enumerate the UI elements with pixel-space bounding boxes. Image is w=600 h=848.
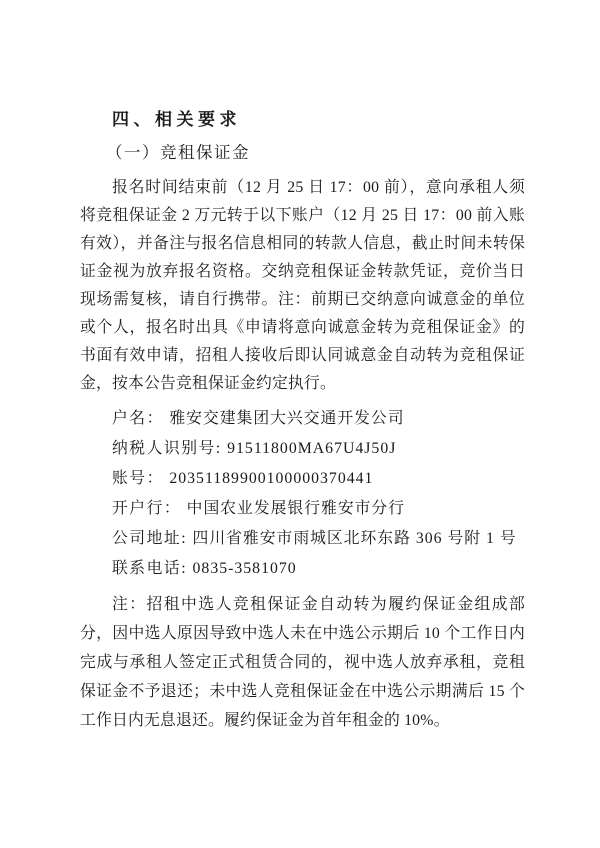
account-name-value: 雅安交建集团大兴交通开发公司 <box>169 410 405 427</box>
bank-branch-row <box>80 494 525 524</box>
note-paragraph: 注：招租中选人竞租保证金自动转为履约保证金组成部分，因中选人原因导致中选人未在中选公示期后 10 个工作日内完成与承租人签定正式租赁合同的，视中选人放弃承租，竞租保证金不予退还；未中选人竞租保证金在中选公示期满后 15 个工作日内无息退还。履约保证金为首年租金的 10%。 <box>80 596 525 729</box>
deposit-instructions-paragraph: 报名时间结束前（12 月 25 日 17：00 前），意向承租人须将竞租保证金 2 万元转于以下账户（12 月 25 日 17：00 前入账有效），并备注与报名信息相同的转款人信息，截止时间未转保证金视为放弃报名资格。交纳竞租保证金转款凭证，竞价当日现场需复核，请自行携带。注：前期已交纳意向诚意金的单位或个人，报名时出具《申请将意向诚意金转为竞租保证金》的书面有效申请，招租人接收后即认同诚意金自动转为竞租保证金，按本公告竞租保证金约定执行。 <box>80 179 525 392</box>
account-name-label: 户名： <box>112 410 170 427</box>
bank-branch-label: 开户行： <box>112 500 187 517</box>
contact-phone-row <box>80 554 525 584</box>
bank-branch-value: 中国农业发展银行雅安市分行 <box>186 500 406 517</box>
contact-phone-label: 联系电话: <box>112 560 193 577</box>
account-number-row <box>80 464 525 494</box>
account-number-label: 账号： <box>112 470 170 487</box>
taxpayer-id-label: 纳税人识别号: <box>112 440 228 457</box>
account-name-row <box>80 404 525 434</box>
company-address-row <box>80 524 525 554</box>
section-heading: 四、相关要求 <box>112 110 241 129</box>
subsection-heading: （一）竞租保证金 <box>106 143 250 162</box>
taxpayer-id-row <box>80 434 525 464</box>
bank-account-details <box>80 404 525 584</box>
company-address-label: 公司地址: <box>112 530 193 547</box>
contact-phone-value: 0835-3581070 <box>192 560 297 577</box>
company-address-value: 四川省雅安市雨城区北环东路 306 号附 1 号 <box>192 530 517 547</box>
account-number-value: 20351189900100000370441 <box>169 470 374 487</box>
taxpayer-id-value: 91511800MA67U4J50J <box>227 440 397 457</box>
